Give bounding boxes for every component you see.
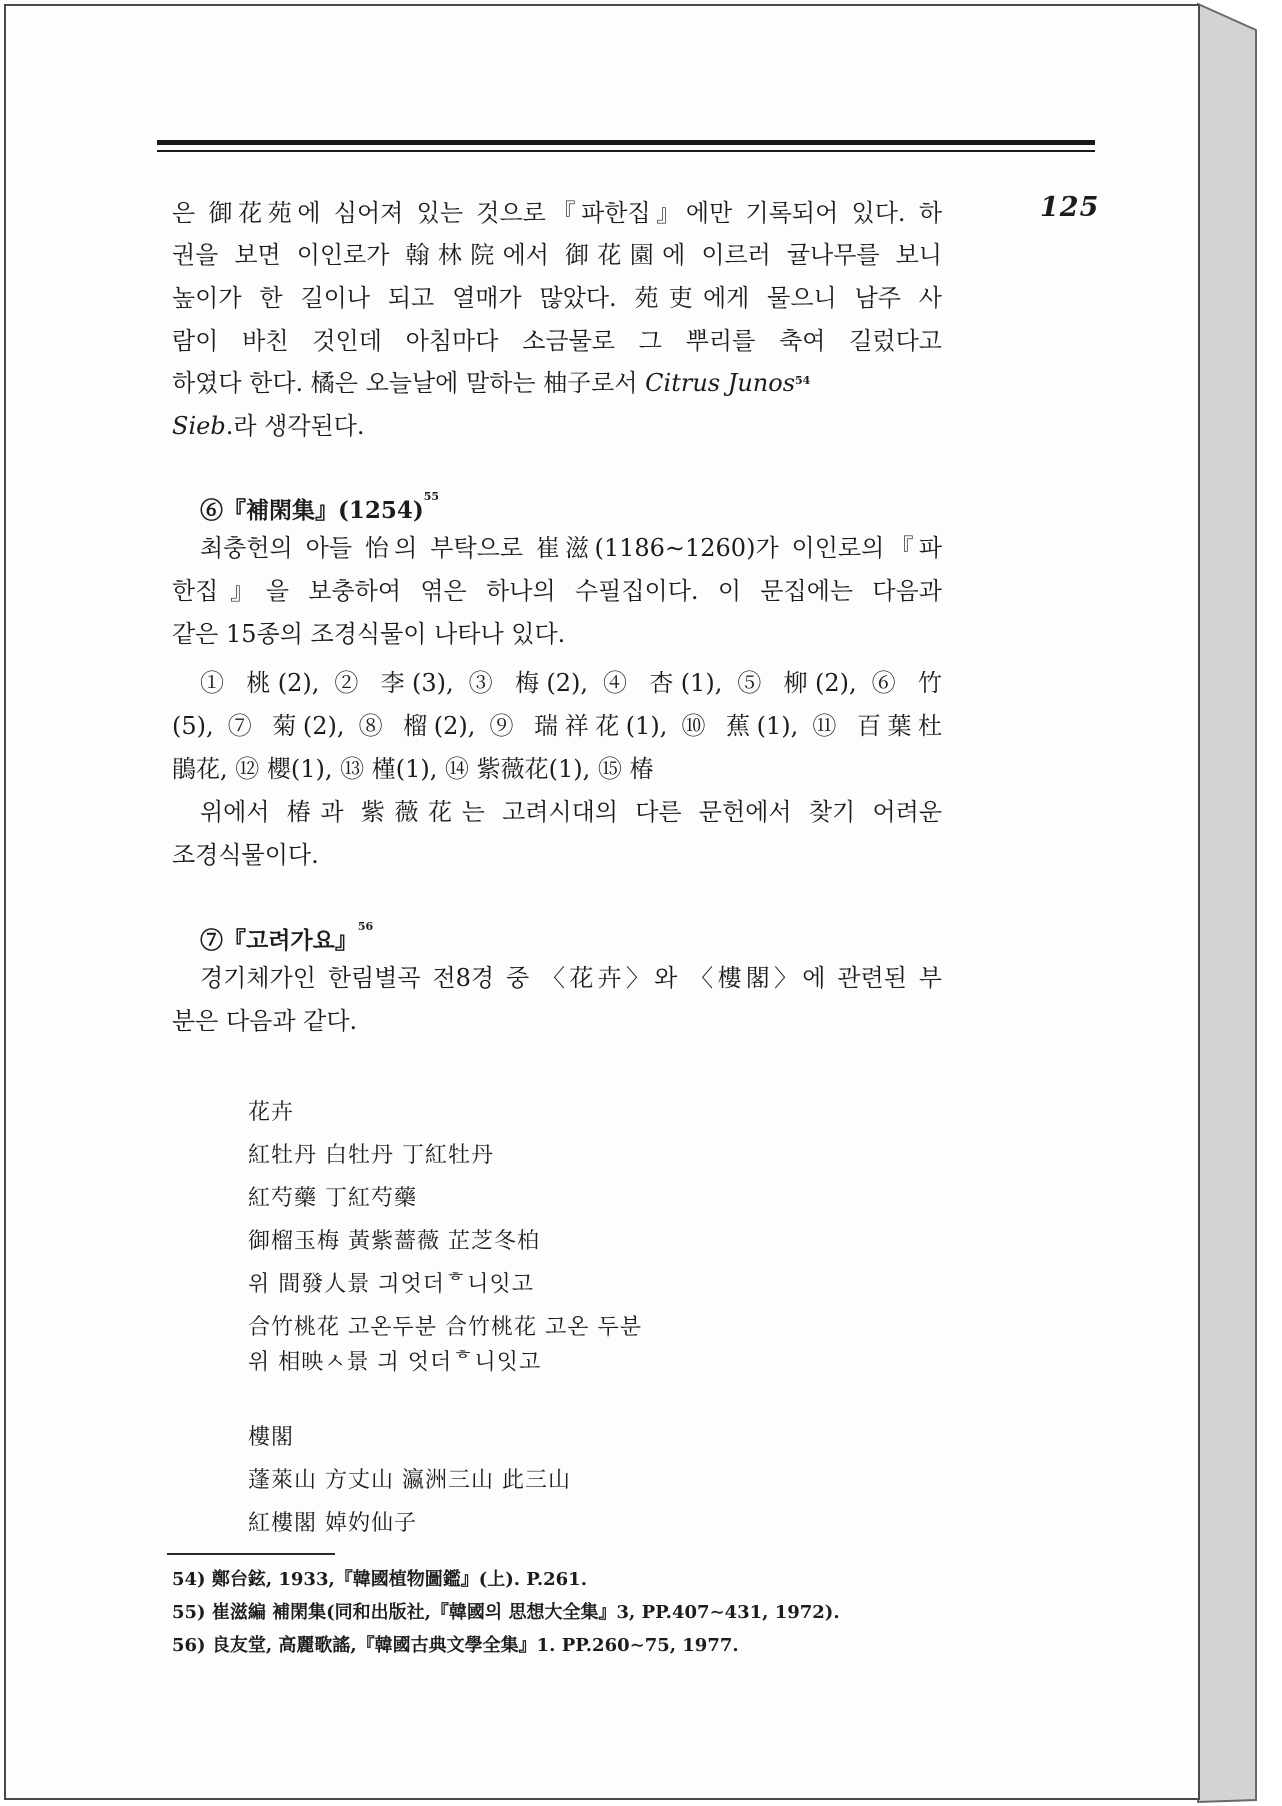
footnote-ref: 54 <box>795 374 811 387</box>
verse-line: 위 相映ㅅ景 긔 엇더ᄒ니잇고 <box>248 1350 542 1375</box>
plant-list-line: 鵑花, ⑫ 櫻(1), ⑬ 槿(1), ⑭ 紫薇花(1), ⑮ 椿 <box>172 755 654 783</box>
footnote-rule <box>167 1553 335 1555</box>
section-heading-6 <box>200 492 439 525</box>
verse-line: 合竹桃花 고온두분 合竹桃花 고온 두분 <box>248 1315 642 1340</box>
verse-line: 紅樓閣 婥妁仙子 <box>248 1511 417 1536</box>
verse-line: 紅芍藥 丁紅芍藥 <box>248 1186 417 1211</box>
plant-list-line: ① 桃(2), ② 李(3), ③ 梅(2), ④ 杏(1), ⑤ 柳(2), ⑥ 竹 <box>200 669 942 697</box>
paragraph-line: 최충헌의 아들 怡의 부탁으로 崔滋(1186∼1260)가 이인로의『파 <box>200 534 942 562</box>
paragraph-line: 분은 다음과 같다. <box>172 1007 358 1035</box>
footnote-ref: 55 <box>423 490 440 503</box>
paragraph-line: 위에서 椿과 紫薇花는 고려시대의 다른 문헌에서 찾기 어려운 <box>200 798 942 826</box>
book-page <box>4 4 1200 1800</box>
paragraph-line <box>172 411 365 441</box>
paragraph-line: 람이 바친 것인데 아침마다 소금물로 그 뿌리를 축여 길렀다고 <box>172 327 942 355</box>
verse-line: 蓬萊山 方丈山 瀛洲三山 此三山 <box>248 1468 571 1493</box>
verse-title: 花卉 <box>248 1100 295 1125</box>
footnote: 56) 良友堂, 高麗歌謠,『韓國古典文學全集』1. PP.260∼75, 1977. <box>172 1635 739 1656</box>
plant-list-line: (5), ⑦ 菊(2), ⑧ 榴(2), ⑨ 瑞祥花(1), ⑩ 蕉(1), ⑪ 百葉杜 <box>172 712 942 740</box>
footnote-ref: 56 <box>357 920 374 933</box>
paragraph-text: 하였다 한다. 橘은 오늘날에 말하는 柚子로서 <box>172 369 646 397</box>
verse-line: 紅牡丹 白牡丹 丁紅牡丹 <box>248 1143 494 1168</box>
verse-line: 위 間發人景 긔엇더ᄒ니잇고 <box>248 1272 535 1297</box>
section-heading-7 <box>200 922 373 955</box>
header-rule-thin <box>157 150 1095 152</box>
footnote: 54) 鄭台鉉, 1933,『韓國植物圖鑑』(上). P.261. <box>172 1569 587 1590</box>
paragraph-text: .라 생각된다. <box>225 412 365 440</box>
paragraph-line: 높이가 한 길이나 되고 열매가 많았다. 苑吏에게 물으니 남주 사 <box>172 284 942 312</box>
paragraph-line: 은 御花苑에 심어져 있는 것으로『파한집』에만 기록되어 있다. 하 <box>172 199 942 227</box>
paragraph-line: 권을 보면 이인로가 翰林院에서 御花園에 이르러 귤나무를 보니 <box>172 241 942 269</box>
latin-author-abbrev: Sieb <box>172 412 226 440</box>
page-number: 125 <box>1040 192 1100 223</box>
paragraph-line: 경기체가인 한림별곡 전8경 중 〈花卉〉와 〈樓閣〉에 관련된 부 <box>200 964 942 992</box>
footnote: 55) 崔滋編 補閑集(同和出版社,『韓國의 思想大全集』3, PP.407∼431, 1972). <box>172 1602 840 1623</box>
header-rule-thick <box>157 140 1095 145</box>
paragraph-line: 한집』을 보충하여 엮은 하나의 수필집이다. 이 문집에는 다음과 <box>172 577 942 605</box>
paragraph-line <box>172 368 810 398</box>
verse-title: 樓閣 <box>248 1425 295 1450</box>
paragraph-line: 같은 15종의 조경식물이 나타나 있다. <box>172 620 566 648</box>
paragraph-line: 조경식물이다. <box>172 841 319 869</box>
latin-species-name: Citrus Junos <box>645 369 796 397</box>
verse-line: 御榴玉梅 黃紫薔薇 芷芝冬柏 <box>248 1229 540 1254</box>
heading-text: ⑦『고려가요』 <box>200 927 358 954</box>
heading-text: ⑥『補閑集』(1254) <box>200 497 424 524</box>
